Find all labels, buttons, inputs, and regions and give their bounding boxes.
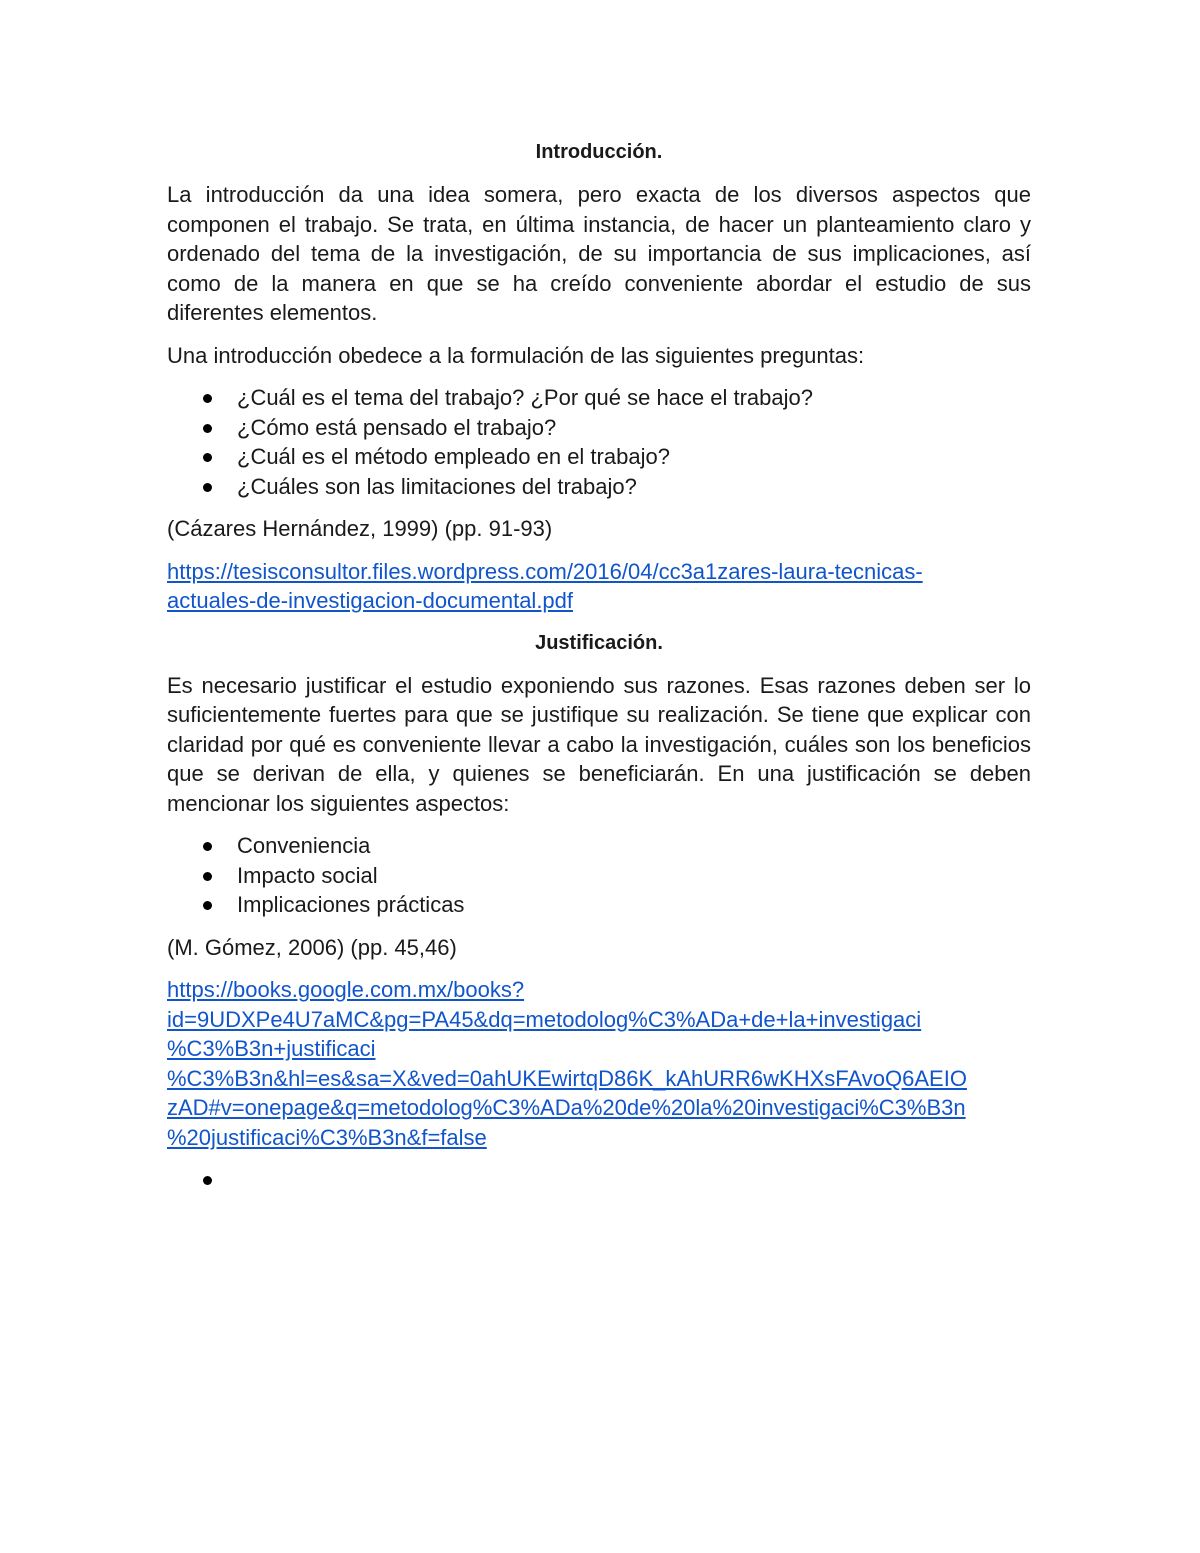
link-line: https://tesisconsultor.files.wordpress.com/2016/04/cc3a1zares-laura-tecnicas-: [167, 558, 923, 584]
bullet-icon: [203, 424, 212, 433]
link-line: %C3%B3n&hl=es&sa=X&ved=0ahUKEwirtqD86K_kAhURR6wKHXsFAvoQ6AEIO: [167, 1065, 967, 1091]
link-line: zAD#v=onepage&q=metodolog%C3%ADa%20de%20la%20investigaci%C3%B3n: [167, 1095, 966, 1120]
list-item: [167, 472, 1031, 502]
list-item-text: ¿Cómo está pensado el trabajo?: [237, 414, 557, 440]
intro-questions-list: [167, 383, 1031, 501]
document-page: [167, 138, 1031, 1208]
list-item-text: ¿Cuáles son las limitaciones del trabajo?: [237, 473, 637, 499]
justification-citation: (M. Gómez, 2006) (pp. 45,46): [167, 934, 457, 960]
list-item: [167, 383, 1031, 413]
list-item-text: Conveniencia: [237, 833, 371, 858]
intro-citation: (Cázares Hernández, 1999) (pp. 91-93): [167, 516, 553, 541]
link-line: actuales-de-investigacion-documental.pdf: [167, 588, 574, 613]
justification-aspects-list: [167, 831, 1031, 920]
justification-heading: Justificación.: [535, 631, 663, 654]
list-item: [167, 890, 1031, 920]
justification-source-link[interactable]: [167, 975, 1031, 1152]
bullet-icon: [203, 901, 212, 910]
list-item-text: Impacto social: [237, 862, 378, 888]
empty-bullet-list: [167, 1165, 1031, 1195]
link-line: id=9UDXPe4U7aMC&pg=PA45&dq=metodolog%C3%ADa+de+la+investigaci: [167, 1006, 922, 1032]
link-line: %20justificaci%C3%B3n&f=false: [167, 1124, 487, 1150]
list-item-text: Implicaciones prácticas: [237, 892, 465, 917]
link-line: https://books.google.com.mx/books?: [167, 977, 525, 1002]
intro-lead: Una introducción obedece a la formulación de las siguientes preguntas:: [167, 342, 865, 368]
empty-list-item: [167, 1165, 1031, 1195]
bullet-icon: [203, 394, 212, 403]
bullet-icon: [203, 483, 212, 492]
intro-heading: Introducción.: [535, 141, 663, 163]
bullet-icon: [203, 1176, 212, 1185]
intro-paragraph: La introducción da una idea somera, pero exacta de los diversos aspectos que componen el trabajo. Se trata, en última instancia, de hacer un planteamiento claro y ordenado del tema de la investigación, de su importancia de sus implicaciones, así como de la manera en que se ha creído conveniente abordar el estudio de sus diferentes elementos.: [167, 182, 1031, 325]
list-item: [167, 413, 1031, 443]
bullet-icon: [203, 453, 212, 462]
list-item-text: ¿Cuál es el método empleado en el trabajo?: [237, 444, 670, 469]
list-item: [167, 831, 1031, 861]
list-item-text: ¿Cuál es el tema del trabajo? ¿Por qué se hace el trabajo?: [237, 385, 813, 410]
justification-paragraph: Es necesario justificar el estudio exponiendo sus razones. Esas razones deben ser lo suficientemente fuertes para que se justifique su realización. Se tiene que explicar con claridad por qué es conveniente llevar a cabo la investigación, cuáles son los beneficios que se derivan de ella, y quienes se beneficiarán. En una justificación se deben mencionar los siguientes aspectos:: [167, 672, 1031, 816]
link-line: %C3%B3n+justificaci: [167, 1036, 376, 1061]
list-item: [167, 442, 1031, 472]
list-item: [167, 861, 1031, 891]
bullet-icon: [203, 842, 212, 851]
intro-source-link[interactable]: [167, 557, 1031, 616]
bullet-icon: [203, 872, 212, 881]
